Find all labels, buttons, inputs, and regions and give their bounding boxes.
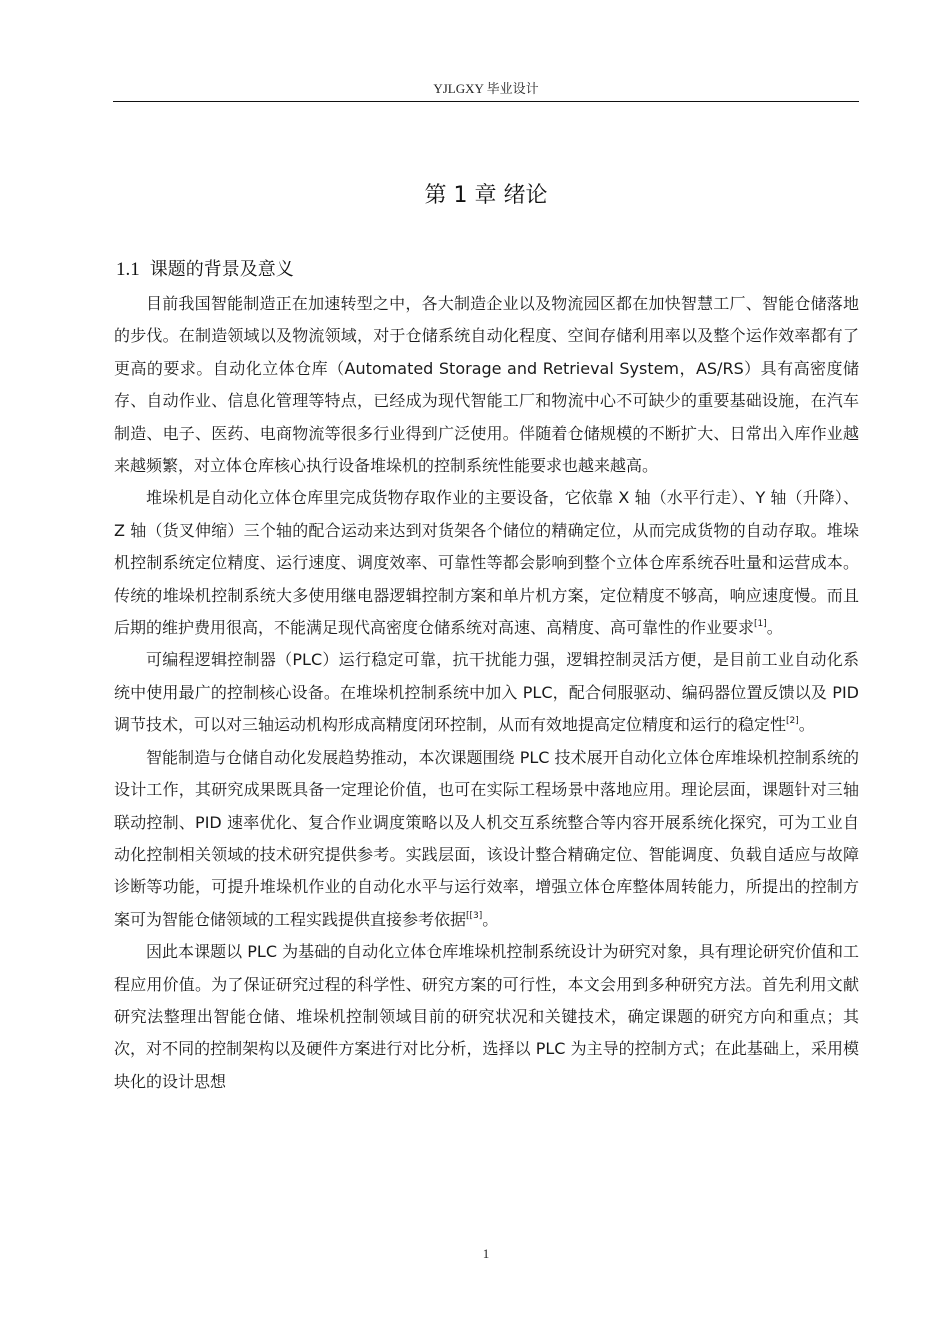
paragraph-text: 可编程逻辑控制器（PLC）运行稳定可靠，抗干扰能力强，逻辑控制灵活方便，是目前工业自动化系统中使用最广的控制核心设备。在堆垛机控制系统中加入 PLC，配合伺服驱动、编码器位置反馈以及 PID 调节技术，可以对三轴运动机构形成高精度闭环控制，从而有效地提高定位精度和运行的稳定性 — [114, 650, 859, 735]
paragraph — [114, 644, 859, 741]
section-number: 1.1 — [116, 259, 140, 280]
page-number: 1 — [482, 1246, 490, 1261]
section-title: 课题的背景及意义 — [149, 259, 294, 280]
running-header: YJLGXY 毕业设计 — [433, 81, 539, 96]
paragraph-end: 。 — [482, 909, 499, 929]
paragraph-end: 。 — [766, 618, 783, 638]
body-text — [114, 288, 859, 1098]
citation: [[3] — [466, 910, 483, 921]
paragraph — [114, 742, 859, 936]
paragraph — [114, 482, 859, 644]
paragraph-text: 堆垛机是自动化立体仓库里完成货物存取作业的主要设备，它依靠 X 轴（水平行走）、Y 轴（升降）、Z 轴（货叉伸缩）三个轴的配合运动来达到对货架各个储位的精确定位，从而完成货物的自动存取。堆垛机控制系统定位精度、运行速度、调度效率、可靠性等都会影响到整个立体仓库系统吞吐量和运营成本。传统的堆垛机控制系统大多使用继电器逻辑控制方案和单片机方案，定位精度不够高，响应速度慢。而且后期的维护费用很高，不能满足现代高密度仓储系统对高速、高精度、高可靠性的作业要求 — [114, 488, 859, 638]
paragraph — [114, 288, 859, 482]
paragraph-text: 因此本课题以 PLC 为基础的自动化立体仓库堆垛机控制系统设计为研究对象，具有理论研究价值和工程应用价值。为了保证研究过程的科学性、研究方案的可行性，本文会用到多种研究方法。首先利用文献研究法整理出智能仓储、堆垛机控制领域目前的研究状况和关键技术，确定课题的研究方向和重点；其次，对不同的控制架构以及硬件方案进行对比分析，选择以 PLC 为主导的控制方式；在此基础上，采用模块化的设计思想 — [114, 942, 859, 1091]
section-heading — [116, 255, 294, 281]
paragraph — [114, 936, 859, 1098]
paragraph-text: 目前我国智能制造正在加速转型之中，各大制造企业以及物流园区都在加快智慧工厂、智能仓储落地的步伐。在制造领域以及物流领域，对于仓储系统自动化程度、空间存储利用率以及整个运作效率都有了更高的要求。自动化立体仓库（Automated Storage and Retrieval System，AS/RS）具有高密度储存、自动作业、信息化管理等特点，已经成为现代智能工厂和物流中心不可缺少的重要基础设施，在汽车制造、电子、医药、电商物流等很多行业得到广泛使用。伴随着仓储规模的不断扩大、日常出入库作业越来越频繁，对立体仓库核心执行设备堆垛机的控制系统性能要求也越来越高。 — [114, 294, 859, 476]
citation: [1] — [754, 619, 767, 630]
citation: [2] — [786, 716, 799, 727]
paragraph-end: 。 — [798, 715, 815, 735]
paragraph-text: 智能制造与仓储自动化发展趋势推动，本次课题围绕 PLC 技术展开自动化立体仓库堆垛机控制系统的设计工作，其研究成果既具备一定理论价值，也可在实际工程场景中落地应用。理论层面，课题针对三轴联动控制、PID 速率优化、复合作业调度策略以及人机交互系统整合等内容开展系统化探究，可为工业自动化控制相关领域的技术研究提供参考。实践层面，该设计整合精确定位、智能调度、负载自适应与故障诊断等功能，可提升堆垛机作业的自动化水平与运行效率，增强立体仓库整体周转能力，所提出的控制方案可为智能仓储领域的工程实践提供直接参考依据 — [114, 747, 859, 929]
header-rule — [113, 101, 859, 102]
chapter-title: 第 1 章 绪论 — [424, 183, 548, 208]
